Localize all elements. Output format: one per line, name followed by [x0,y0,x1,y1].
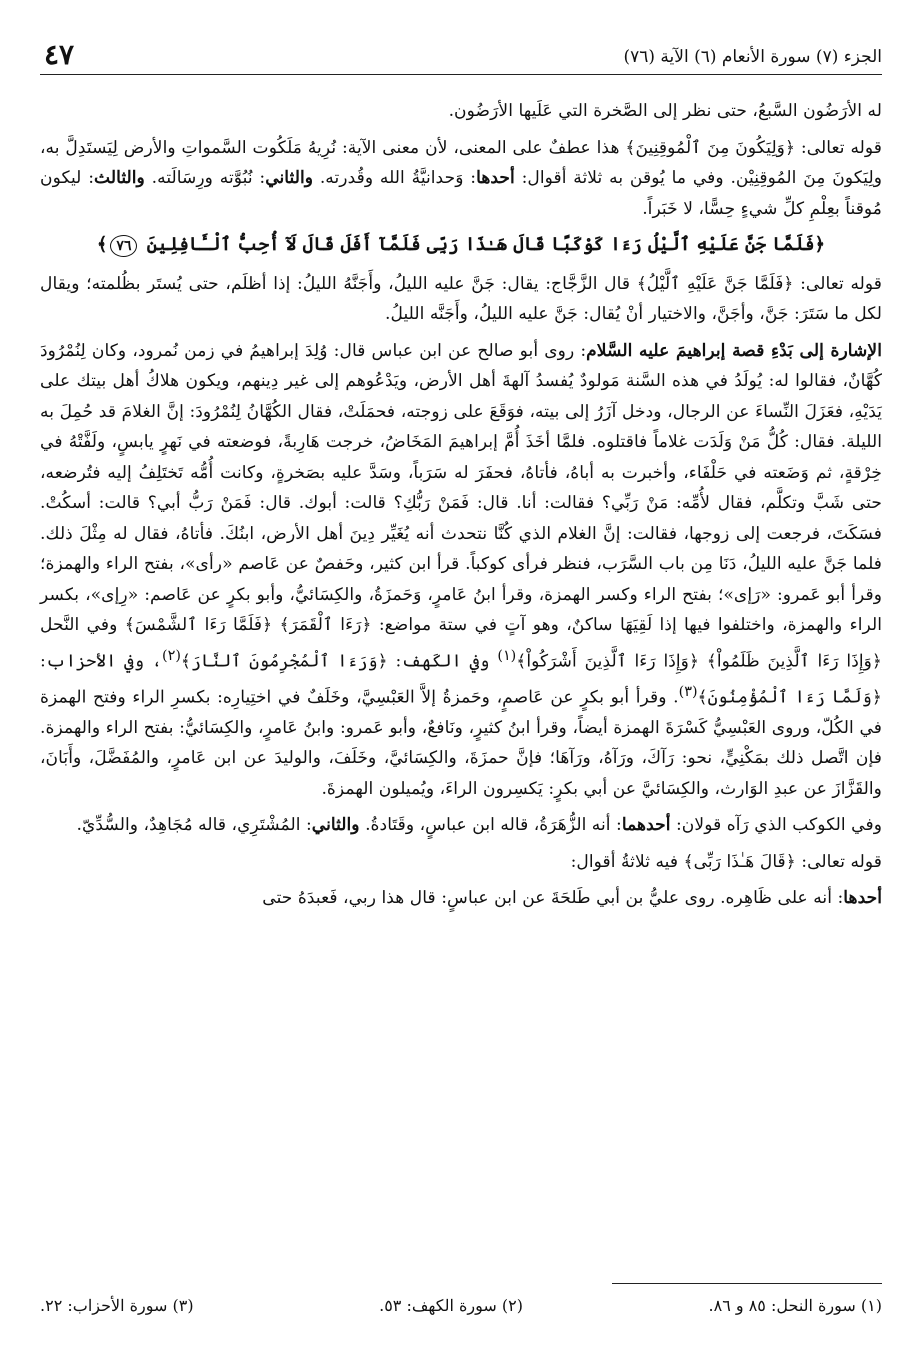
page-header [40,38,882,75]
paragraph-text: : وَحدانيَّةُ الله وقُدرته. [319,168,477,188]
footnotes [40,1292,882,1322]
paragraph: قوله تعالى: ﴿فَلَمَّا جَنَّ عَلَيْهِ ٱلَّيْلُ﴾ قال الزَّجَّاج: يقال: جَنَّ عليه الليلُ، وأَجَنَّهُ الليلُ: إذا أظلَم، حتى يُستَر بظُلمته؛ ويقال لكل ما سَتَرَ: جَنَّ، وأجَنَّ، والاختيار أنْ يُقال: جَنَّ عليه الليلُ، وأَجَنَّه الليلُ. [40,273,882,324]
paragraph-text: . وقرأ أبو بكرٍ عن عَاصمٍ، وحَمزةُ إلاَّ العَبْسِيَّ، وخَلَفٌ في اختِيارِه: بكسرِ الراء وفتح الهمزة في الكُلّ، وروى العَبْسِيُّ كَسْرَةَ الهمزة أيضاً، وقرأ ابنُ كثيرٍ، ونَافعٌ، وأبو عَمرو: وابنُ عَامرٍ، والكِسَائيُّ: بفتح الراء والهمزة. فإن اتَّصل ذلك بمَكْنِيٍّ، نحو: رَآكَ، ورَآهُ، ورَآهَا؛ فإنَّ حمزَةَ، والكِسَائيَّ، وخَلَفَ، والوليدَ عن ابن عَامرٍ، والمُفَضَّلَ، وأَبَانَ، والقَزَّازَ عن عبدِ الوَارث، والكِسَائيَّ عن أبي بكرٍ: يَكسِرون الراءَ، ويُميلون الهمزةَ. [40,687,882,799]
section-title: الإشارة إلى بَدْءِ قصة إبراهيمَ عليه السَّلام [586,340,882,361]
footnote: (٣) سورة الأحزاب: ٢٢. [40,1296,194,1315]
verse-number-badge: ٧٦ [110,235,137,257]
paragraph [40,810,882,841]
running-head: الجزء (٧) سورة الأنعام (٦) الآية (٧٦) [623,47,882,67]
paragraph-text: وفي الكوكب الذي رَآه قولان: [675,815,882,836]
verse-text: ﴿فَلَمَّا جَنَّ عَلَيْهِ ٱلَّيْلُ رَءَا كَوْكَبًا قَالَ هَـٰذَا رَبِّى فَلَمَّآ أَفَلَ قَالَ لَآ أُحِبُّ ٱلْـَٔافِلِينَ [146,234,826,255]
footnote: (٢) سورة الكهف: ٥٣. [379,1296,523,1315]
paragraph [40,883,882,914]
paragraph-text: ، وفي الأحزاب: ﴿وَلَمَّا رَءَا ٱلْمُؤْمِنُونَ﴾ [40,651,883,708]
paragraph: قوله تعالى: ﴿قَالَ هَـٰذَا رَبِّى﴾ فيه ثلاثةُ أقوال: [570,851,882,872]
label-first: أحدهما [621,815,671,836]
label-second: والثاني [311,815,360,836]
footnote-divider [612,1283,882,1284]
page-number: ٤٧ [44,38,75,71]
paragraph-text: وفي الكَهف: ﴿وَرَءَا ٱلْمُجْرِمُونَ ٱلنَّارَ﴾ [180,651,498,672]
paragraph-text: : نُبُوَّته ورِسَالَته. [151,168,266,188]
footnote: (١) سورة النحل: ٨٥ و ٨٦. [708,1296,882,1315]
verse-close-bracket: ﴾ [96,234,108,255]
footnote-ref: (٣) [678,683,698,700]
label-first: أحدها [476,168,515,188]
paragraph [40,336,882,805]
footnote-ref: (٢) [162,647,181,664]
paragraph-text: : روى أبو صالح عن ابن عباس قال: وُلِدَ إبراهيمُ في زمن نُمرود، وكان لِنُمْرُودَ كُهَّانٌ، فقالوا له: يُولَدُ في هذه السَّنة مَولودٌ يُفسدُ آلهةَ أهل الأرض، ويَدْعُوهم إلى غير دِينهم، ويكون هلاكُ أهل بيتك على يَدَيْهِ، فعَزَلَ النِّساءَ عن الرجال، ودخل آزَرُ إلى بيته، فوَقَعَ على زوجته، فحمَلَتْ، فقال الكُهَّانُ لِنُمْرُودَ: إنَّ الغلامَ قد حُمِلَ به الليلة. فقال: كُلُّ مَنْ وَلَدَت غلاماً فاقتلوه. فلمَّا أخَذَ أُمَّ إبراهيمَ المَخَاضُ، خرجت هَارِبةً، فوضعته في نَهرٍ يابسٍ، ولَفَّتْهُ في خِرْقةٍ، ثم وَضَعته في حَلْفَاء، وأخبرت به أباهُ، فأتاهُ، فحفَرَ له سَرَباً، وسَدَّ عليه بصَخرةٍ، وكانت أُمُّه تَختَلِفُ إليه فتُرضعه، حتى شَبَّ وتكلَّم، فقال لأُمِّه: مَنْ رَبِّي؟ فقالت: أنا. قال: فَمَنْ رَبُّكِ؟ قالت: أبوك. قال: فَمَنْ رَبُّ أبي؟ قالت: أسكُتْ. فسَكَتَ، فرجعت إلى زوجها، فقالت: إنَّ الغلام الذي كُنَّا نتحدث أنه يُغَيِّر دِينَ أهل الأرض، ابنُكَ. فأتاهُ، فقال له مِثْلَ ذلك. فلما جَنَّ عليه الليلُ، دَنَا مِن باب السَّرَب، فنظر فرأى كوكباً. قرأ ابن كثير، وحَفصٌ عن عَاصم «رأى»، بفتح الراء والهمزة؛ وقرأ أبو عَمرو: «رَإى»؛ بفتح الراء وكسر الهمزة، وقرأ ابنُ عَامرٍ، وَحَمزَةُ، والكِسَائيُّ، وأبو بكرٍ عن عَاصم: «رِإى»، بكسر الراء والهمزة، واختلفوا فيها إذا لَقِيَهَا ساكنٌ، وهو آتٍ في ستة مواضع: ﴿رَءَا ٱلْقَمَرَ﴾ ﴿فَلَمَّا رَءَا ٱلشَّمْسَ﴾ وفي النَّحل ﴿وَإِذَا رَءَا ٱلَّذِينَ ظَلَمُواْ﴾ ﴿وَإِذَا رَءَا ٱلَّذِينَ أَشْرَكُواْ﴾ [40,340,882,672]
paragraph-text: : ليكون مُوقناً بعِلْمِ كلِّ شيءٍ حِسًّا، لا خَبَراً. [40,168,882,219]
label-first: أحدها [843,888,882,909]
footnote-ref: (١) [497,647,517,664]
paragraph-text: : أنه الزُّهَرَةُ، قاله ابن عباسٍ، وقَتَادةُ. [365,815,622,836]
label-third: والثالث [94,168,145,188]
paragraph: له الأرَضُون السَّبعُ، حتى نظر إلى الصَّخرة التي عَلَيها الأرَضُون. [448,101,882,121]
paragraph-text: قوله تعالى: ﴿وَلِيَكُونَ مِنَ ٱلْمُوقِنِينَ﴾ هذا عطفٌ على المعنى، لأن معنى الآية: نُرِيهُ مَلَكُوت السَّمواتِ والأرض لِيَستَدِلَّ به، ولِيَكونَ مِنَ المُوقِنِيْن. وفي ما يُوقن به ثلاثة أقوال: [40,137,883,188]
main-text [40,96,882,914]
label-second: والثاني [265,168,314,188]
quran-verse [40,230,882,261]
paragraph-text: : المُشْتَرِي، قاله مُجَاهِدٌ، والسُّدِّيّ. [76,815,312,836]
paragraph-text: : أنه على ظَاهِره. روى عليُّ بن أبي طَلحَةَ عن ابن عباسٍ: قال هذا ربي، فَعبدَهُ حتى [262,888,844,909]
paragraph [40,133,882,225]
